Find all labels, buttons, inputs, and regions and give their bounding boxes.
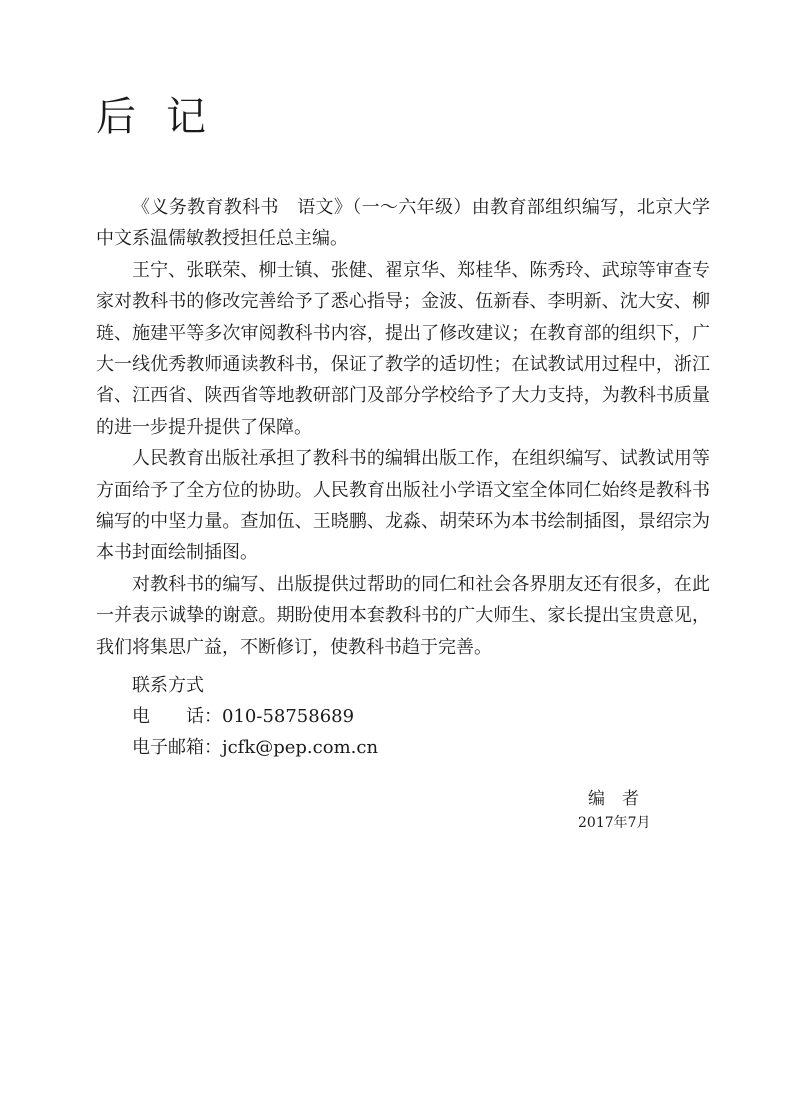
paragraph-reviewers: 王宁、张联荣、柳士镇、张健、翟京华、郑桂华、陈秀玲、武琼等审查专家对教科书的修改完善给予了悉心指导；金波、伍新春、李明新、沈大安、柳琏、施建平等多次审阅教科书内容，提出了修改建议；在教育部的组织下，广大一线优秀教师通读教科书，保证了教学的适切性；在试教试用过程中，浙江省、江西省、陕西省等地教研部门及部分学校给予了大力支持，为教科书质量的进一步提升提供了保障。 [96,259,710,438]
paragraph-editorship: 《义务教育教科书 语文》（一～六年级）由教育部组织编写，北京大学中文系温儒敏教授担任总主编。 [96,197,710,250]
paragraph-thanks: 对教科书的编写、出版提供过帮助的同仁和社会各界朋友还有很多，在此一并表示诚挚的谢意。期盼使用本套教科书的广大师生、家长提出宝贵意见，我们将集思广益，不断修订，使教科书趋于完善。 [96,573,710,658]
page-title: 后记 [96,94,236,140]
paragraph-publisher: 人民教育出版社承担了教科书的编辑出版工作，在组织编写、试教试用等方面给予了全方位的协助。人民教育出版社小学语文室全体同仁始终是教科书编写的中坚力量。查加伍、王晓鹏、龙淼、胡荣环为本书绘制插图，景绍宗为本书封面绘制插图。 [96,448,710,564]
contact-info [132,670,378,763]
phone-label: 电 话： [132,706,222,727]
email-address: jcfk@pep.com.cn [222,737,379,758]
email-label: 电子邮箱： [132,737,222,758]
phone-number: 010-58758689 [222,706,355,727]
contact-heading: 联系方式 [132,675,204,696]
contact-phone-row [132,701,378,732]
signature-editor: 编 者 [588,789,639,809]
afterword-body [96,192,710,663]
signature-date: 2017年7月 [578,815,651,831]
contact-email-row [132,732,378,763]
